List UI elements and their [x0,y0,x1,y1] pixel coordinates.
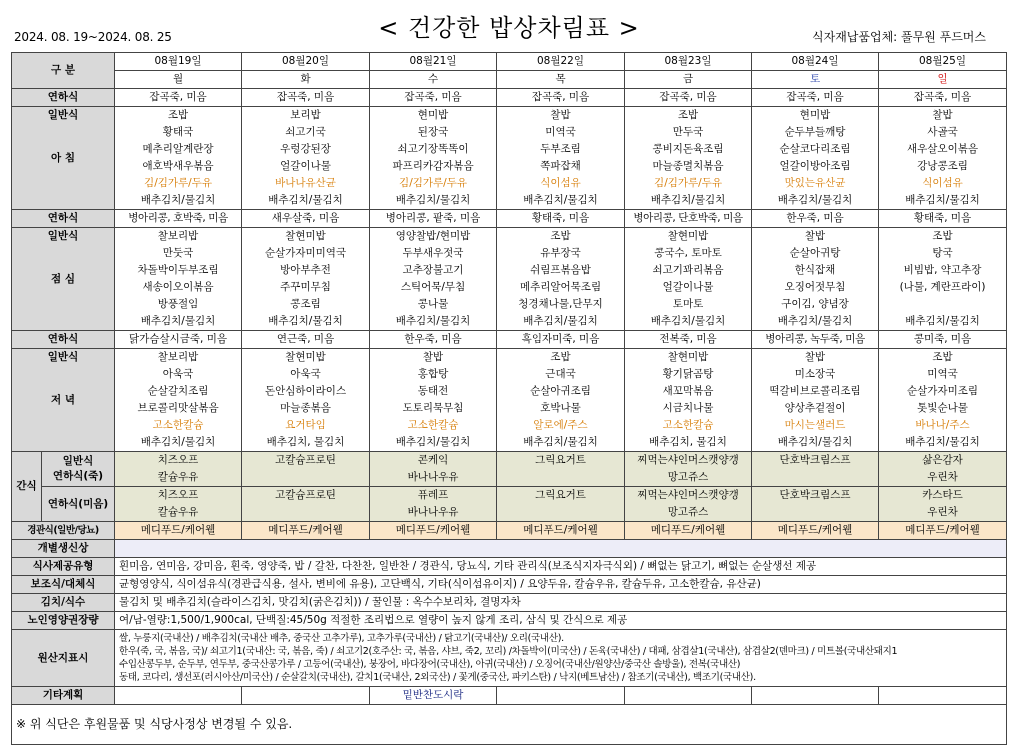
menu-cell: 병아리콩, 녹두죽, 미음 [752,331,879,349]
menu-item: 배추김치/물김치 [395,436,471,448]
menu-item: 마늘종멸치볶음 [652,160,724,172]
snack-item [244,504,367,521]
menu-item: 유부장국 [540,247,581,259]
snack-general-row [12,452,1007,487]
date-cell: 08월19일 [115,53,242,71]
row-label: 원산지표시 [12,630,115,687]
tube-feeding-row [12,522,1007,540]
menu-item: 순두부들깨탕 [784,126,846,138]
snack-item: 칼슘우유 [157,506,199,518]
menu-item: 현미밥 [799,109,831,121]
menu-item: 아욱국 [162,368,194,380]
menu-item: 맛있는유산균 [784,177,846,189]
menu-item: 고소한칼슘 [152,419,204,431]
snack-item: 고칼슘프로틴 [275,489,336,501]
menu-item: 메추리알계란장 [142,143,214,155]
menu-item: 배추김치/물김치 [268,194,343,206]
menu-item: 사골국 [927,126,958,138]
origin-cell [115,630,1007,687]
birthday-row [12,540,1007,558]
supplier-name: 식자재납품업체: 풀무원 푸드머스 [812,30,986,44]
menu-item: 영양찰밥/현미밥 [395,230,471,242]
menu-cell [115,228,242,331]
other-plan-row [12,687,1007,705]
menu-item: 보리밥 [290,109,321,121]
snack-item [754,469,876,486]
snack-cell [752,452,879,487]
menu-item: 황기닭곰탕 [662,368,714,380]
menu-item: 콩비지돈육조림 [652,143,724,155]
menu-item: 오징어젓무침 [784,281,846,293]
lunch-soft-row [12,210,1007,228]
menu-item: 요거타임 [285,419,326,431]
snack-soft-mieum-label: 연하식(미음) [42,487,115,522]
date-cell: 08월20일 [242,53,370,71]
menu-cell: 잡곡죽, 미음 [242,89,370,107]
menu-cell: 잡곡죽, 미음 [370,89,497,107]
origin-line: 수입산콩두부, 순두부, 연두부, 중국산콩가루 / 고등어(국내산), 붕장어, 바다장어(국내산), 아귀(국내산) / 오징어(국내산/원양산/중국산 솔방울), 전복(국내산) [119,659,741,670]
menu-cell: 황태죽, 미음 [879,210,1007,228]
menu-cell [242,349,370,452]
menu-item: 콩나물 [417,298,449,310]
menu-cell: 황태죽, 미음 [497,210,625,228]
menu-item: 콩국수, 토마토 [654,247,722,259]
menu-item: 배추김치/물김치 [777,436,853,448]
date-row [12,53,1007,71]
menu-item: 새우살오이볶음 [907,143,979,155]
weekday-cell: 목 [497,71,625,89]
snack-cell [879,487,1007,522]
meal-general-label: 일반식 [47,351,79,363]
notice-text: ※ 위 식단은 후원물품 및 식당사정상 변경될 수 있음. [12,705,1007,745]
menu-item: 얼갈이방아조림 [779,160,851,172]
menu-cell [497,228,625,331]
menu-item: 우렁강된장 [280,143,331,155]
menu-item: 김/김가루/두유 [399,177,467,189]
info-cell: 균형영양식, 식이섬유식(경관급식용, 설사, 변비에 유용), 고단백식, 기타(식이섬유이지) / 요양두유, 칼슘우유, 칼슘두유, 고소한칼슘, 유산균) [115,576,1007,594]
menu-item: 배추김치/물김치 [650,194,726,206]
menu-item: 배추김치/물김치 [140,436,216,448]
dinner-row [12,349,1007,452]
menu-item: 찰밥 [804,230,826,242]
menu-item: 미소장국 [794,368,836,380]
date-cell: 08월24일 [752,53,879,71]
menu-cell [752,349,879,452]
tube-cell: 메디푸드/케어웰 [115,522,242,540]
menu-item: 주꾸미무침 [280,281,331,293]
row-label: 김치/식수 [12,594,115,612]
weekly-menu-table [11,52,1007,745]
menu-item: 배추김치/물김치 [777,315,853,327]
menu-item: 콩조림 [290,298,321,310]
menu-item: 양상추겉절이 [784,402,846,414]
menu-item: 청경채나물,단무지 [518,298,603,310]
snack-item: 그릭요거트 [535,454,586,466]
row-label: 보조식/대체식 [12,576,115,594]
tube-cell: 메디푸드/케어웰 [625,522,752,540]
menu-item: 배추김치/물김치 [395,194,471,206]
menu-item: 배추김치/물김치 [905,315,980,327]
menu-cell: 전복죽, 미음 [625,331,752,349]
snack-item: 카스타드 [922,489,963,501]
tube-cell: 메디푸드/케어웰 [879,522,1007,540]
meal-time-label: 저 녁 [51,394,75,406]
menu-item: 찰밥 [932,109,953,121]
other-plan-empty-cell [242,687,370,705]
snack-general-label [42,452,115,487]
row-label: 연하식 [12,331,115,349]
menu-item: 김/김가루/두유 [654,177,722,189]
snack-item: 찌먹는샤인머스캣양갱 [637,454,739,466]
meal-time-label: 점 심 [51,273,75,285]
weekday-cell: 월 [115,71,242,89]
weekday-cell: 수 [370,71,497,89]
menu-item: 황태국 [162,126,194,138]
menu-item: 새송이오이볶음 [142,281,214,293]
menu-item: 얼갈이나물 [662,281,714,293]
menu-cell [370,228,497,331]
row-label: 식사제공유형 [12,558,115,576]
snack-cell [242,452,370,487]
snack-item: 치즈오프 [157,454,199,466]
menu-cell [879,228,1007,331]
origin-line: 동태, 코다리, 생선포(러시아산/미국산) / 순살갈치(국내산), 갈치1(국내산, 2외국산) / 꽃게(중국산, 파키스탄) / 낙지(베트남산) / 참조기(국내산), 백조기(국내산). [119,672,756,683]
menu-item: 배추김치/물김치 [523,436,598,448]
snack-cell [497,487,625,522]
snack-cell [242,487,370,522]
menu-item: 찰보리밥 [157,230,199,242]
weekday-cell-saturday: 토 [752,71,879,89]
menu-item: 쉬림프볶음밥 [530,264,591,276]
dinner-soft-row [12,331,1007,349]
menu-item: 동태전 [417,385,449,397]
menu-cell [625,107,752,210]
snack-item: 찌먹는샤인머스캣양갱 [637,489,739,501]
menu-item: 마시는샐러드 [784,419,846,431]
menu-item: 돈안심하이라이스 [264,385,347,397]
snack-cell [115,487,242,522]
menu-item: 고소한칼슘 [662,419,714,431]
info-cell: 흰미음, 연미음, 강미음, 흰죽, 영양죽, 밥 / 갈찬, 다찬찬, 일반찬 / 경관식, 당뇨식, 기타 관리식(보조식지자극식외) / 뼈없는 닭고기, 뼈없는 순살생선 제공 [115,558,1007,576]
weekday-row [12,71,1007,89]
date-cell: 08월22일 [497,53,625,71]
menu-item: 찰밥 [422,351,444,363]
date-cell: 08월21일 [370,53,497,71]
menu-item: 강낭콩조림 [917,160,968,172]
snack-general-text: 일반식 [62,455,94,467]
snack-item: 칼슘우유 [157,471,199,483]
menu-item: 마늘종볶음 [280,402,331,414]
row-label: 경관식(일반/당뇨) [12,522,115,540]
supplement-row [12,576,1007,594]
menu-cell: 병아리콩, 팥죽, 미음 [370,210,497,228]
menu-item: 배추김치/물김치 [268,315,343,327]
menu-cell: 잡곡죽, 미음 [115,89,242,107]
kimchi-row [12,594,1007,612]
elder-nutrition-row [12,612,1007,630]
other-plan-empty-cell [752,687,879,705]
meal-general-label: 일반식 [47,230,79,242]
meal-general-label: 일반식 [47,109,79,121]
menu-item: 쪽파잡채 [540,160,581,172]
other-plan-empty-cell [879,687,1007,705]
menu-item: 찰현미밥 [667,230,709,242]
menu-cell: 흑임자미죽, 미음 [497,331,625,349]
snack-cell [115,452,242,487]
origin-row [12,630,1007,687]
menu-item: 떡갈비브로콜리조림 [769,385,861,397]
menu-item: 조밥 [550,230,571,242]
row-label: 기타계획 [12,687,115,705]
snack-item [499,504,622,521]
menu-item: 방풍절임 [157,298,199,310]
menu-cell [115,107,242,210]
row-label: 노인영양권장량 [12,612,115,630]
tube-cell: 메디푸드/케어웰 [752,522,879,540]
menu-item: 두부조림 [540,143,581,155]
snack-cell [752,487,879,522]
menu-item: 토마토 [672,298,704,310]
snack-cell [625,487,752,522]
menu-item: 방아부추전 [280,264,331,276]
menu-cell [879,349,1007,452]
birthday-cell [115,540,1007,558]
menu-item: 찰현미밥 [285,230,326,242]
origin-line: 쌀, 누룽지(국내산) / 배추김치(국내산 배추, 중국산 고추가루), 고추가루(국내산) / 닭고기(국내산)/ 오리(국내산). [119,633,564,644]
menu-item: 찰밥 [804,351,826,363]
snack-item [244,469,367,486]
snack-label: 간식 [12,452,42,522]
menu-cell [242,107,370,210]
other-plan-empty-cell [115,687,242,705]
menu-item: 순살코다리조림 [779,143,851,155]
menu-item: 조밥 [677,109,699,121]
menu-item: 톳빛순나물 [917,402,968,414]
weekday-cell-sunday: 일 [879,71,1007,89]
menu-item: 찰밥 [550,109,571,121]
snack-item [499,469,622,486]
menu-cell: 연근죽, 미음 [242,331,370,349]
snack-item: 망고쥬스 [667,506,709,518]
menu-item: 식이섬유 [540,177,581,189]
menu-item: 고소한칼슘 [407,419,459,431]
menu-item: 배추김치/물김치 [140,315,216,327]
row-label: 연하식 [12,89,115,107]
snack-soft-row [12,487,1007,522]
morning-soft-row [12,89,1007,107]
weekday-cell: 화 [242,71,370,89]
menu-item: 파프리카감자볶음 [392,160,474,172]
menu-item: 비빔밥, 약고추장 [903,264,982,276]
snack-item: 콘케익 [417,454,449,466]
snack-item: 그릭요거트 [535,489,586,501]
snack-item: 단호박크림스프 [779,454,851,466]
menu-item: 순살갈치조림 [147,385,209,397]
snack-cell [625,452,752,487]
meal-time-label: 아 침 [51,152,75,164]
menu-item: 미역국 [927,368,958,380]
menu-item: 순살가자미조림 [907,385,979,397]
menu-item: 쇠고기꽈리볶음 [652,264,724,276]
snack-item: 바나나우유 [407,506,459,518]
snack-item: 고칼슘프로틴 [275,454,336,466]
menu-item: 순살아귀탕 [789,247,841,259]
snack-item: 바나나우유 [407,471,459,483]
menu-item: 도토리묵무침 [402,402,464,414]
menu-item: 얼갈이나물 [280,160,331,172]
snack-soft-juk-text: 연하식(죽) [52,470,104,482]
menu-item: 두부새우젓국 [402,247,464,259]
snack-cell [497,452,625,487]
menu-cell [242,228,370,331]
menu-cell: 잡곡죽, 미음 [879,89,1007,107]
menu-item: 배추김치/물김치 [523,194,598,206]
morning-row [12,107,1007,210]
menu-item: 한식잡채 [794,264,836,276]
menu-item: 배추김치, 물김치 [649,436,727,448]
menu-item: 식이섬유 [922,177,963,189]
row-label: 개별생신상 [12,540,115,558]
menu-cell [625,349,752,452]
menu-item: 배추김치/물김치 [777,194,853,206]
menu-item: 배추김치/물김치 [650,315,726,327]
menu-item: 알로에/주스 [533,419,588,431]
menu-cell [115,349,242,452]
menu-cell: 한우죽, 미음 [370,331,497,349]
menu-item: 브로콜리맛살볶음 [137,402,219,414]
snack-item: 치즈오프 [157,489,199,501]
menu-item: 조밥 [167,109,189,121]
page-header [0,0,1018,52]
tube-cell: 메디푸드/케어웰 [370,522,497,540]
menu-cell [370,349,497,452]
snack-cell [370,487,497,522]
menu-cell: 병아리콩, 단호박죽, 미음 [625,210,752,228]
menu-item: 찰현미밥 [667,351,709,363]
menu-item: 탕국 [932,247,953,259]
origin-line: 한우(죽, 국, 볶음, 국)/ 쇠고기1(국내산: 국, 볶음, 죽) / 쇠고기2(호주산: 국, 볶음, 샤브, 죽2, 꼬리) /차돌박이(미국산) / 돈육(국내산) / 대패, 삼겹살1(국내산), 삼겹살2(덴마크) / 미트볼(국내산돼지1 [119,646,898,657]
menu-cell [497,107,625,210]
menu-cell [752,228,879,331]
snack-item [754,504,876,521]
menu-item: 만두국 [672,126,704,138]
other-plan-cell: 밑반찬도시락 [370,687,497,705]
date-cell: 08월25일 [879,53,1007,71]
date-cell: 08월23일 [625,53,752,71]
menu-item: 배추김치/물김치 [523,315,598,327]
tube-cell: 메디푸드/케어웰 [497,522,625,540]
menu-item: 김/김가루/두유 [144,177,212,189]
info-cell: 물김치 및 배추김치(슬라이스김치, 맛김치(굵은김치)) / 꿀인물 : 옥수수보리차, 결명자차 [115,594,1007,612]
menu-item: 배추김치, 물김치 [266,436,345,448]
menu-item: 만둣국 [162,247,194,259]
menu-item: 된장국 [417,126,449,138]
menu-item: 배추김치/물김치 [395,315,471,327]
tube-cell: 메디푸드/케어웰 [242,522,370,540]
menu-item: 호박나물 [540,402,581,414]
menu-item: (나물, 계란프라이) [899,281,986,293]
menu-item: 근대국 [545,368,576,380]
menu-item: 순살가자미미역국 [264,247,347,259]
menu-item: 배추김치/물김치 [140,194,216,206]
menu-item: 쇠고기장똑똑이 [397,143,469,155]
menu-item: 아욱국 [290,368,321,380]
menu-item: 바나나/주스 [915,419,970,431]
snack-item: 단호박크림스프 [779,489,851,501]
menu-item: 조밥 [932,230,953,242]
menu-cell [879,107,1007,210]
menu-item: 홍합탕 [417,368,449,380]
menu-item: 시금치나물 [662,402,714,414]
menu-item: 현미밥 [417,109,449,121]
menu-item: 쇠고기국 [285,126,326,138]
snack-item: 삶은감자 [922,454,963,466]
page-title: < 건강한 밥상차림표 > [378,14,640,42]
menu-cell [625,228,752,331]
notice-row [12,705,1007,745]
menu-item [881,296,1004,313]
meal-label [12,228,115,331]
snack-item: 우린차 [927,471,958,483]
meal-types-row [12,558,1007,576]
menu-item: 조밥 [550,351,571,363]
menu-item: 애호박새우볶음 [142,160,214,172]
info-cell: 여/남-열량:1,500/1,900cal, 단백질:45/50g 적절한 조리법으로 열량이 높지 않게 조리, 삼식 및 간식으로 제공 [115,612,1007,630]
menu-cell: 콩미죽, 미음 [879,331,1007,349]
menu-item: 차돌박이두부조림 [137,264,219,276]
snack-item: 망고쥬스 [667,471,709,483]
menu-item: 구이김, 양념장 [781,298,849,310]
menu-cell: 잡곡죽, 미음 [497,89,625,107]
snack-cell [370,452,497,487]
meal-label [12,107,115,210]
snack-item: 우린차 [927,506,958,518]
snack-item: 퓨레프 [417,489,449,501]
menu-item: 순살아귀조림 [530,385,591,397]
other-plan-empty-cell [625,687,752,705]
menu-cell: 새우살죽, 미음 [242,210,370,228]
menu-item: 미역국 [545,126,576,138]
snack-cell [879,452,1007,487]
menu-item: 바나나유산균 [275,177,336,189]
weekday-cell: 금 [625,71,752,89]
menu-item: 메추리알어묵조림 [519,281,602,293]
menu-item: 찰현미밥 [285,351,326,363]
menu-item: 스틱어묵/무침 [400,281,466,293]
menu-cell: 잡곡죽, 미음 [625,89,752,107]
menu-cell: 한우죽, 미음 [752,210,879,228]
menu-cell: 잡곡죽, 미음 [752,89,879,107]
row-label: 연하식 [12,210,115,228]
menu-item: 배추김치/물김치 [905,194,980,206]
menu-period: 2024. 08. 19~2024. 08. 25 [14,30,172,44]
menu-cell [497,349,625,452]
menu-item: 조밥 [932,351,953,363]
menu-item: 고추장불고기 [402,264,464,276]
menu-cell: 병아리콩, 호박죽, 미음 [115,210,242,228]
menu-cell: 닭가슴살시금죽, 미음 [115,331,242,349]
meal-label [12,349,115,452]
lunch-row [12,228,1007,331]
menu-cell [370,107,497,210]
menu-item: 새꼬막볶음 [662,385,714,397]
other-plan-empty-cell [497,687,625,705]
header-gubun: 구 분 [12,53,115,89]
menu-item: 배추김치/물김치 [905,436,980,448]
menu-item: 찰보리밥 [157,351,199,363]
menu-cell [752,107,879,210]
